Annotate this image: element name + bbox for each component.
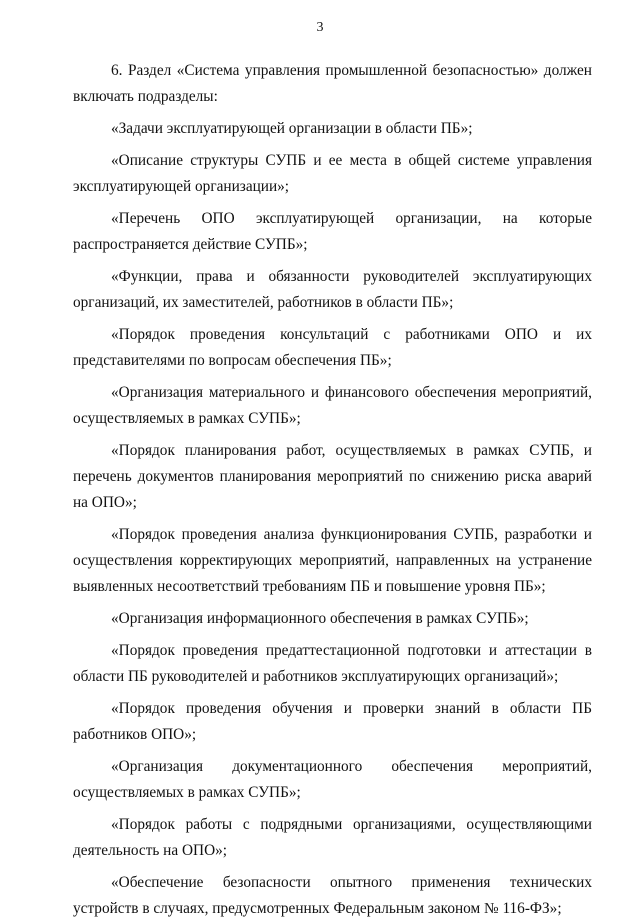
subsection-item: «Порядок проведения консультаций с работниками ОПО и их представителями по вопросам обеспечения ПБ»; <box>73 326 592 369</box>
subsection-item: «Порядок планирования работ, осуществляемых в рамках СУПБ, и перечень документов планирования мероприятий по снижению риска аварий на ОПО»; <box>73 442 592 511</box>
subsection-item: «Порядок проведения обучения и проверки знаний в области ПБ работников ОПО»; <box>73 700 592 743</box>
subsection-item: «Организация документационного обеспечения мероприятий, осуществляемых в рамках СУПБ»; <box>73 758 592 801</box>
subsection-item: «Порядок работы с подрядными организациями, осуществляющими деятельность на ОПО»; <box>73 816 592 859</box>
page-number: 3 <box>316 20 324 35</box>
subsection-item: «Перечень ОПО эксплуатирующей организации, на которые распространяется действие СУПБ»; <box>73 210 592 253</box>
subsection-item: «Организация информационного обеспечения в рамках СУПБ»; <box>111 610 529 627</box>
subsection-item: «Порядок проведения анализа функционирования СУПБ, разработки и осуществления корректирующих мероприятий, направленных на устранение выявленных несоответствий требованиям ПБ и повышение уровня ПБ»; <box>73 526 592 595</box>
subsection-item: «Организация материального и финансового обеспечения мероприятий, осуществляемых в рамках СУПБ»; <box>73 384 592 427</box>
subsection-item: «Описание структуры СУПБ и ее места в общей системе управления эксплуатирующей организации»; <box>73 152 592 195</box>
subsection-item: «Задачи эксплуатирующей организации в области ПБ»; <box>111 120 473 137</box>
subsection-item: «Функции, права и обязанности руководителей эксплуатирующих организаций, их заместителей, работников в области ПБ»; <box>73 268 592 311</box>
subsection-item: «Обеспечение безопасности опытного применения технических устройств в случаях, предусмотренных Федеральным законом № 116-ФЗ»; <box>73 874 592 917</box>
subsection-item: «Порядок проведения предаттестационной подготовки и аттестации в области ПБ руководителей и работников эксплуатирующих организаций»; <box>73 642 592 685</box>
section-heading-paragraph: 6. Раздел «Система управления промышленной безопасностью» должен включать подразделы: <box>73 62 592 105</box>
document-body <box>73 58 592 922</box>
